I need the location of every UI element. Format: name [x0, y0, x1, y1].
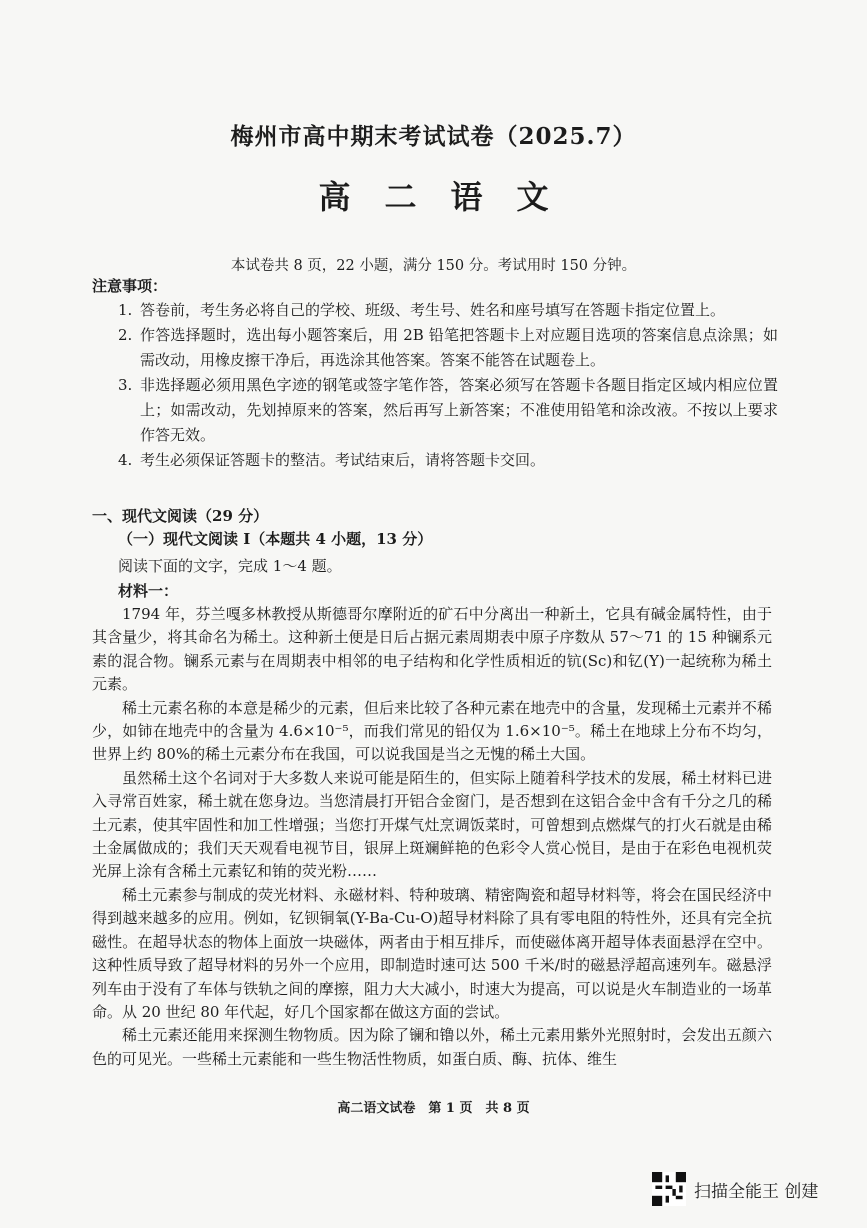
qr-code-icon [652, 1172, 686, 1206]
notice-number: 3. [118, 376, 133, 394]
notice-item [118, 298, 778, 323]
notice-item [118, 323, 778, 373]
page-footer: 高二语文试卷 第 1 页 共 8 页 [337, 1101, 530, 1116]
exam-info: 本试卷共 8 页，22 小题，满分 150 分。考试用时 150 分钟。 [230, 258, 637, 274]
notice-number: 2. [118, 326, 133, 344]
passage-body [92, 603, 772, 1071]
passage-paragraph: 稀土元素名称的本意是稀少的元素，但后来比较了各种元素在地壳中的含量，发现稀土元素并不稀少，如铈在地壳中的含量为 4.6×10⁻⁵，而我们常见的铅仅为 1.6×10⁻⁵。稀土在地球上分布不均匀，世界上约 80%的稀土元素分布在我国，可以说我国是当之无愧的稀土大国。 [92, 698, 772, 764]
notice-number: 4. [118, 451, 133, 469]
notice-text: 非选择题必须用黑色字迹的钢笔或签字笔作答，答案必须写在答题卡各题目指定区域内相应位置上；如需改动，先划掉原来的答案，然后再写上新答案；不准使用铅笔和涂改液。不按以上要求作答无效。 [140, 376, 778, 444]
notice-list [118, 298, 778, 473]
notice-item [118, 373, 778, 448]
notice-number: 1. [118, 301, 133, 319]
notice-text: 考生必须保证答题卡的整洁。考试结束后，请将答题卡交回。 [140, 451, 546, 469]
passage-paragraph: 虽然稀土这个名词对于大多数人来说可能是陌生的，但实际上随着科学技术的发展，稀土材料已进入寻常百姓家，稀土就在您身边。当您清晨打开铝合金窗门，是否想到在这铝合金中含有千分之几的稀土元素，使其牢固性和加工性增强；当您打开煤气灶烹调饭菜时，可曾想到点燃煤气的打火石就是由稀土金属做成的；我们天天观看电视节目，银屏上斑斓鲜艳的色彩令人赏心悦目，是由于在彩色电视机荧光屏上涂有含稀土元素钇和铕的荧光粉…… [92, 768, 772, 881]
passage-paragraph: 稀土元素参与制成的荧光材料、永磁材料、特种玻璃、精密陶瓷和超导材料等，将会在国民经济中得到越来越多的应用。例如，钇钡铜氧(Y-Ba-Cu-O)超导材料除了具有零电阻的特性外，还具有完全抗磁性。在超导状态的物体上面放一块磁体，两者由于相互排斥，而使磁体离开超导体表面悬浮在空中。这种性质导致了超导材料的另外一个应用，即制造时速可达 500 千米/时的磁悬浮超高速列车。磁悬浮列车由于没有了车体与铁轨之间的摩擦，阻力大大减小，时速大为提高，可以说是火车制造业的一场革命。从 20 世纪 80 年代起，好几个国家都在做这方面的尝试。 [92, 885, 772, 1021]
notice-text: 答卷前，考生务必将自己的学校、班级、考生号、姓名和座号填写在答题卡指定位置上。 [140, 301, 726, 319]
section-title: 一、现代文阅读（29 分） [92, 507, 269, 525]
notice-text: 作答选择题时，选出每小题答案后，用 2B 铅笔把答题卡上对应题目选项的答案信息点涂黑；如需改动，用橡皮擦干净后，再选涂其他答案。答案不能答在试题卷上。 [140, 326, 778, 369]
passage-paragraph: 稀土元素还能用来探测生物物质。因为除了镧和镥以外，稀土元素用紫外光照射时，会发出五颜六色的可见光。一些稀土元素能和一些生物活性物质，如蛋白质、酶、抗体、维生 [92, 1026, 772, 1068]
exam-title: 梅州市高中期末考试试卷（2025.7） [230, 123, 637, 150]
material-label: 材料一： [118, 582, 179, 600]
watermark-text: 扫描全能王 创建 [694, 1181, 819, 1202]
scanner-watermark [652, 1172, 818, 1206]
reading-instruction: 阅读下面的文字，完成 1～4 题。 [118, 557, 342, 575]
notice-item [118, 448, 778, 473]
notice-heading: 注意事项： [92, 277, 168, 295]
passage-paragraph: 1794 年，芬兰嘎多林教授从斯德哥尔摩附近的矿石中分离出一种新土，它具有碱金属特性，由于其含量少，将其命名为稀土。这种新土便是日后占据元素周期表中原子序数从 57～71 的 15 种镧系元素的混合物。镧系元素与在周期表中相邻的电子结构和化学性质相近的钪(Sc)和钇(Y)一起统称为稀土元素。 [92, 605, 772, 694]
subsection-title: （一）现代文阅读 I（本题共 4 小题，13 分） [118, 530, 433, 548]
subject-title: 高二语文 [318, 178, 583, 216]
